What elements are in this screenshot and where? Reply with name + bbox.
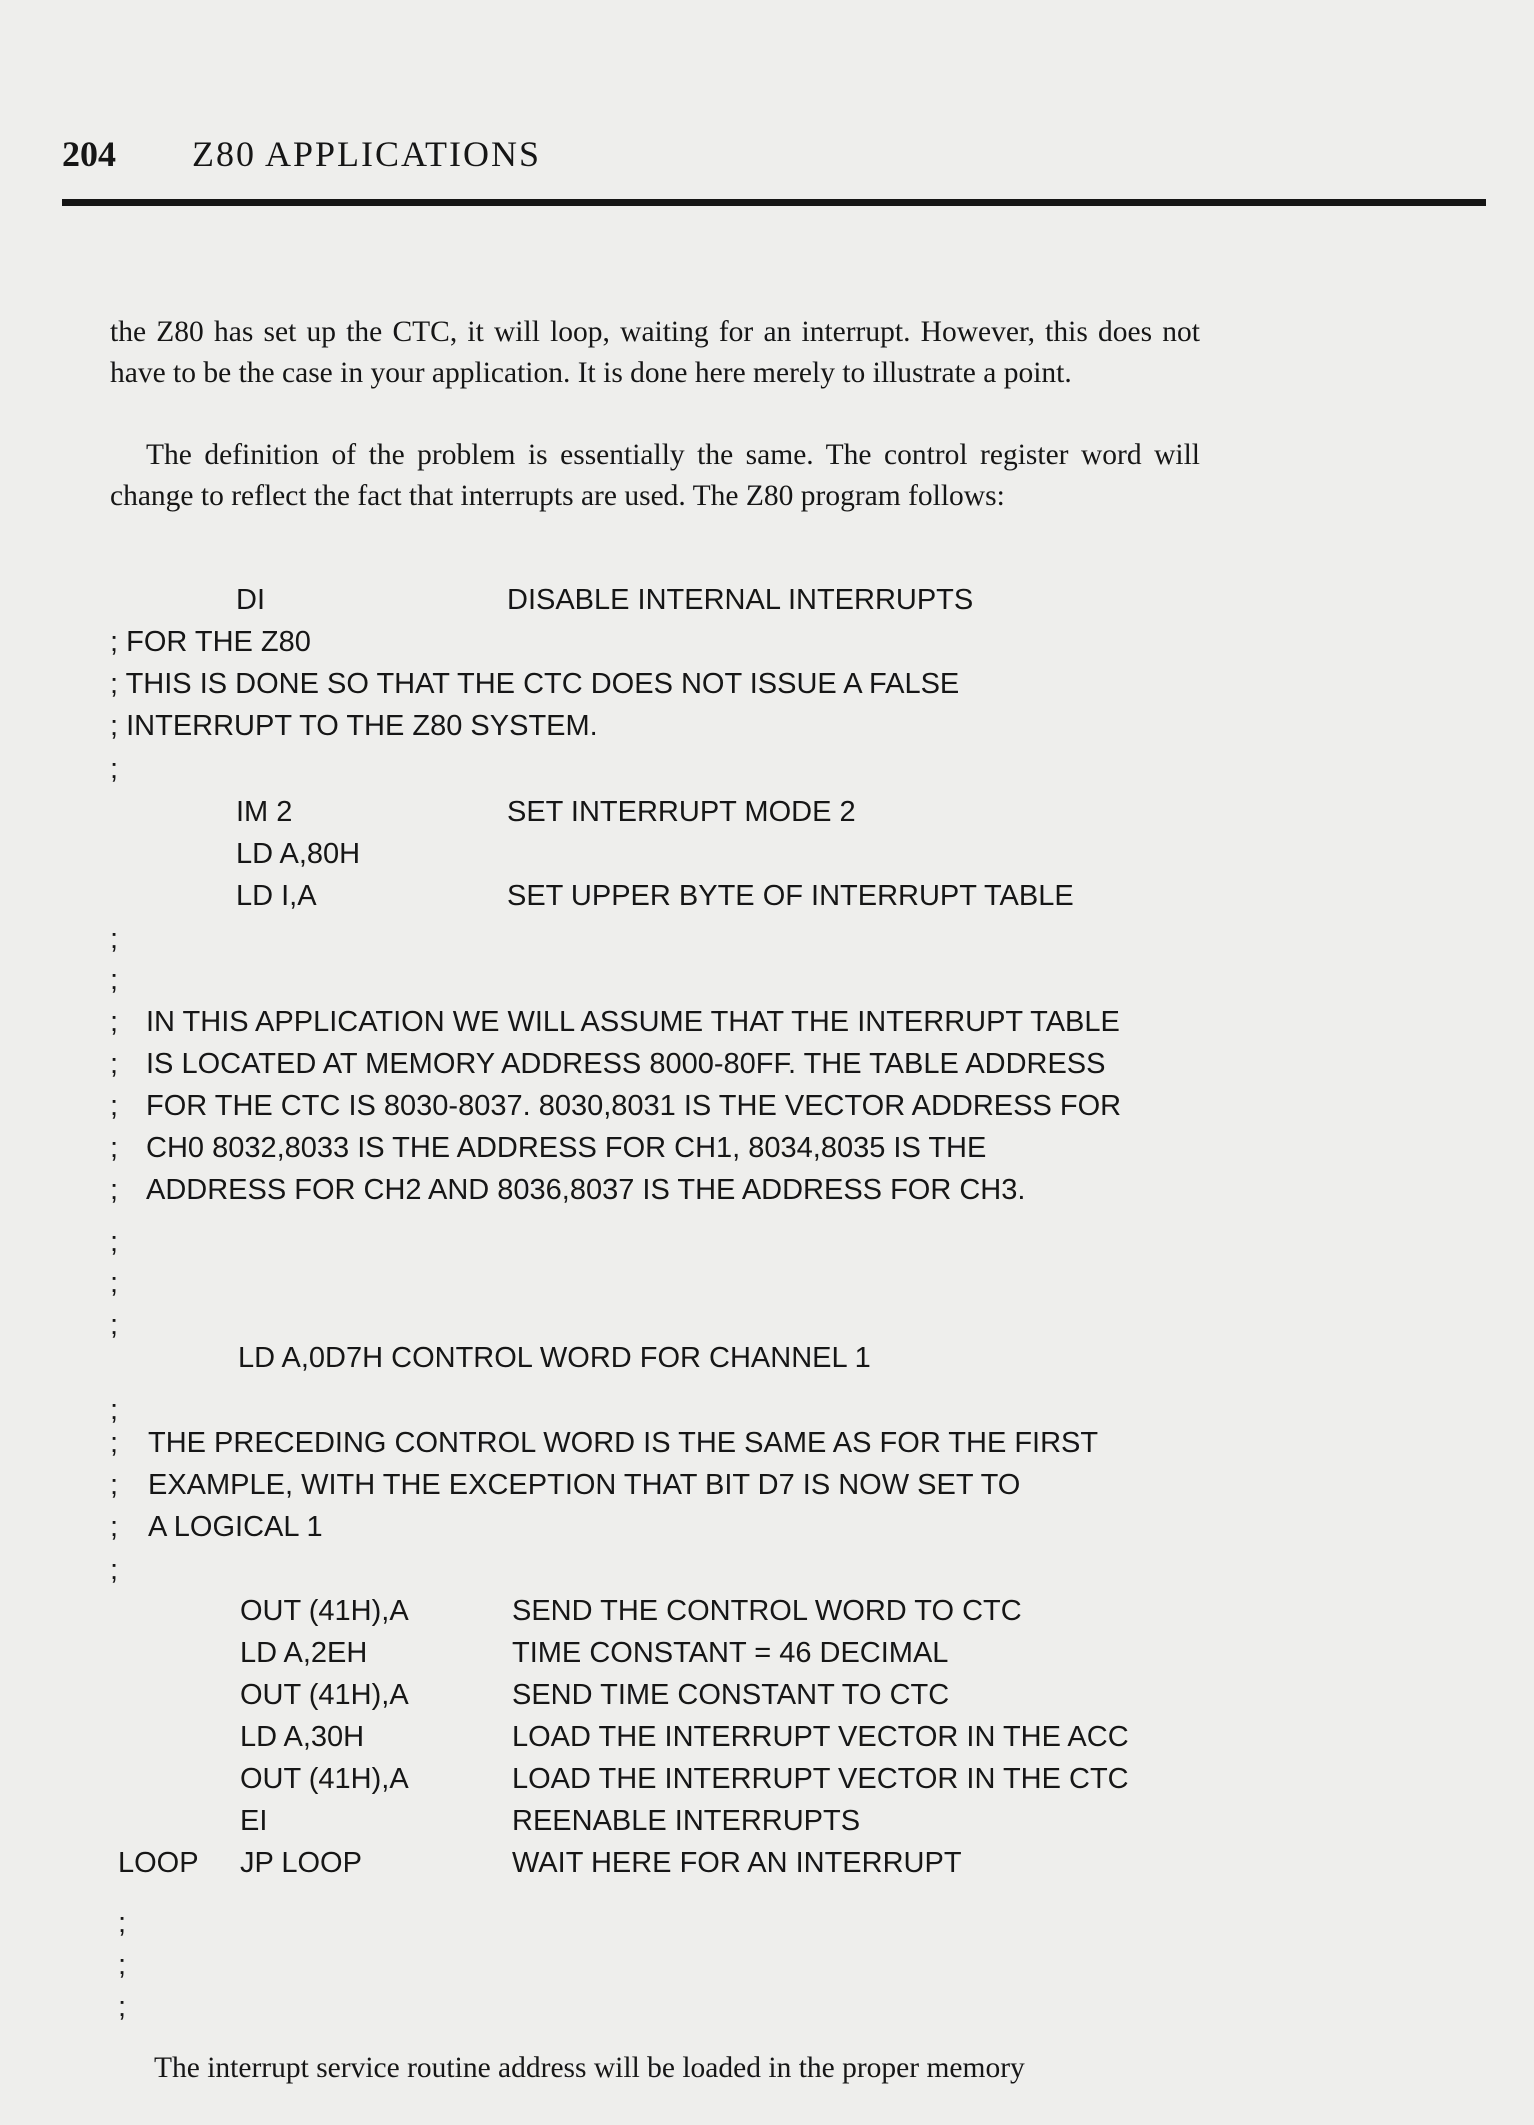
comment-separator: ; bbox=[110, 1226, 119, 1258]
comment-out-control: SEND THE CONTROL WORD TO CTC bbox=[512, 1595, 1022, 1627]
comment-separator: ; bbox=[110, 1511, 119, 1543]
comment-separator: ; bbox=[118, 1949, 127, 1981]
instr-im2: IM 2 bbox=[236, 796, 293, 828]
instr-di: DI bbox=[236, 584, 265, 616]
comment-line: ; INTERRUPT TO THE Z80 SYSTEM. bbox=[110, 710, 598, 742]
comment-ld-a-2eh: TIME CONSTANT = 46 DECIMAL bbox=[512, 1637, 949, 1669]
comment-separator: ; bbox=[118, 1907, 127, 1939]
instr-out-control: OUT (41H),A bbox=[240, 1595, 409, 1627]
comment-ei: REENABLE INTERRUPTS bbox=[512, 1805, 861, 1837]
comment-line: FOR THE CTC IS 8030-8037. 8030,8031 IS THE VECTOR ADDRESS FOR bbox=[146, 1090, 1122, 1122]
comment-di: DISABLE INTERNAL INTERRUPTS bbox=[507, 584, 974, 616]
comment-line: IN THIS APPLICATION WE WILL ASSUME THAT THE INTERRUPT TABLE bbox=[146, 1006, 1120, 1038]
comment-line: ; THIS IS DONE SO THAT THE CTC DOES NOT ISSUE A FALSE bbox=[110, 668, 960, 700]
instr-out-time-constant: OUT (41H),A bbox=[240, 1679, 409, 1711]
comment-line: A LOGICAL 1 bbox=[148, 1511, 323, 1543]
comment-separator: ; bbox=[110, 1309, 119, 1341]
page-number: 204 bbox=[62, 134, 116, 174]
comment-separator: ; bbox=[110, 1394, 119, 1426]
comment-ld-a-30h: LOAD THE INTERRUPT VECTOR IN THE ACC bbox=[512, 1721, 1129, 1753]
comment-line: EXAMPLE, WITH THE EXCEPTION THAT BIT D7 IS NOW SET TO bbox=[148, 1469, 1021, 1501]
instr-ld-a-80h: LD A,80H bbox=[236, 838, 361, 870]
comment-line: ADDRESS FOR CH2 AND 8036,8037 IS THE ADDRESS FOR CH3. bbox=[146, 1174, 1026, 1206]
instr-ld-a-30h: LD A,30H bbox=[240, 1721, 365, 1753]
instr-control-word: LD A,0D7H CONTROL WORD FOR CHANNEL 1 bbox=[238, 1342, 871, 1374]
comment-im2: SET INTERRUPT MODE 2 bbox=[507, 796, 856, 828]
paragraph-definition: The definition of the problem is essentially the same. The control register word will change to reflect the fact that interrupts are used. The Z80 program follows: bbox=[110, 439, 1200, 512]
instr-ld-i-a: LD I,A bbox=[236, 880, 317, 912]
comment-out-time-constant: SEND TIME CONSTANT TO CTC bbox=[512, 1679, 950, 1711]
comment-separator: ; bbox=[110, 1427, 119, 1459]
instr-ld-a-2eh: LD A,2EH bbox=[240, 1637, 368, 1669]
comment-out-vector: LOAD THE INTERRUPT VECTOR IN THE CTC bbox=[512, 1763, 1129, 1795]
comment-line: ; FOR THE Z80 bbox=[110, 626, 311, 658]
paragraph-closing: The interrupt service routine address will be loaded in the proper memory bbox=[154, 2052, 1025, 2084]
comment-separator: ; bbox=[110, 923, 119, 955]
comment-separator: ; bbox=[118, 1991, 127, 2023]
comment-separator: ; bbox=[110, 1554, 119, 1586]
comment-separator: ; bbox=[110, 964, 119, 996]
comment-ld-i-a: SET UPPER BYTE OF INTERRUPT TABLE bbox=[507, 880, 1074, 912]
comment-separator: ; bbox=[110, 1174, 119, 1206]
comment-jp-loop: WAIT HERE FOR AN INTERRUPT bbox=[512, 1847, 962, 1879]
comment-separator: ; bbox=[110, 753, 119, 785]
paragraph-intro: the Z80 has set up the CTC, it will loop, waiting for an interrupt. However, this does not have to be the case in your application. It is done here merely to illustrate a point. bbox=[110, 316, 1200, 389]
label-loop: LOOP bbox=[118, 1847, 199, 1879]
comment-line: CH0 8032,8033 IS THE ADDRESS FOR CH1, 8034,8035 IS THE bbox=[146, 1132, 987, 1164]
running-title: Z80 APPLICATIONS bbox=[192, 134, 542, 174]
comment-separator: ; bbox=[110, 1048, 119, 1080]
comment-separator: ; bbox=[110, 1469, 119, 1501]
comment-separator: ; bbox=[110, 1267, 119, 1299]
comment-separator: ; bbox=[110, 1132, 119, 1164]
comment-separator: ; bbox=[110, 1006, 119, 1038]
comment-line: IS LOCATED AT MEMORY ADDRESS 8000-80FF. THE TABLE ADDRESS bbox=[146, 1048, 1106, 1080]
comment-separator: ; bbox=[110, 1090, 119, 1122]
comment-line: THE PRECEDING CONTROL WORD IS THE SAME AS FOR THE FIRST bbox=[148, 1427, 1099, 1459]
instr-ei: EI bbox=[240, 1805, 268, 1837]
instr-out-vector: OUT (41H),A bbox=[240, 1763, 409, 1795]
instr-jp-loop: JP LOOP bbox=[240, 1847, 362, 1879]
